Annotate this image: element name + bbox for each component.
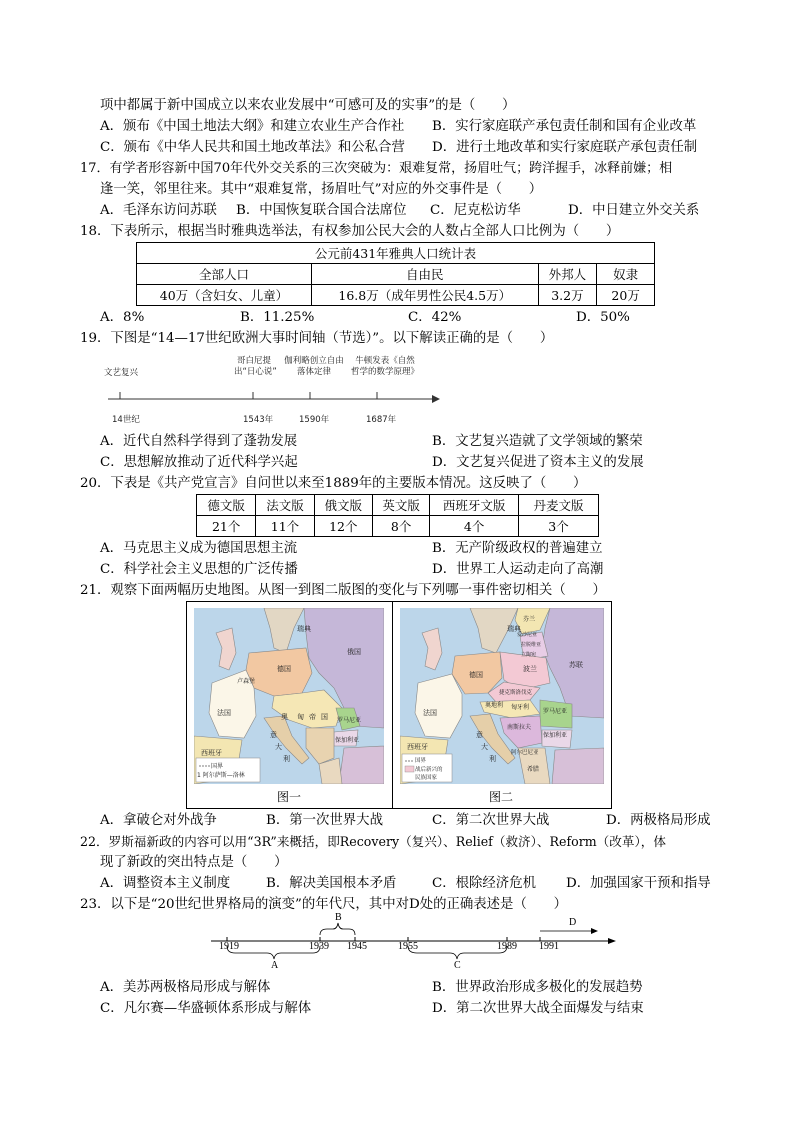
- q22-option-b[interactable]: B．解决美国根本矛盾: [266, 876, 397, 891]
- q18-option-b[interactable]: B．11.25%: [240, 310, 315, 325]
- q17-option-c[interactable]: C．尼克松访华: [430, 203, 521, 218]
- map-legend-item: 国界: [211, 763, 224, 770]
- map-label: 利: [283, 755, 290, 763]
- map-label: 法国: [423, 709, 437, 717]
- map-label: 德国: [277, 665, 291, 673]
- timeline-year: 14世纪: [112, 415, 140, 425]
- timeline-event-newton: 牛顿发表《自然 哲学的数学原理》: [350, 356, 419, 377]
- table-header: 外邦人: [538, 264, 597, 285]
- map-label: 匈牙利: [511, 704, 530, 711]
- timeline-year: 1543年: [243, 415, 274, 425]
- q23-option-a[interactable]: A．美苏两极格局形成与解体: [100, 980, 271, 995]
- ruler-segment-d: D: [569, 917, 577, 928]
- q17-option-d[interactable]: D．中日建立外交关系: [568, 203, 700, 218]
- map-label: 阿尔巴尼亚: [511, 750, 539, 756]
- map-label: 捷克斯洛伐克: [499, 690, 533, 696]
- table-title: 公元前431年雅典人口统计表: [137, 243, 655, 264]
- q19-option-a[interactable]: A．近代自然科学得到了蓬勃发展: [100, 434, 298, 449]
- map-label: 苏联: [569, 661, 583, 669]
- map-label: 大: [275, 743, 282, 751]
- map-label: 西班牙: [201, 749, 222, 757]
- timeline-event-galileo: 伽利略创立自由 落体定律: [284, 356, 344, 377]
- table-cell: 20万: [597, 285, 655, 306]
- map-label: 罗马尼亚: [337, 717, 362, 724]
- q23-option-c[interactable]: C．凡尔赛—华盛顿体系形成与解体: [100, 1001, 312, 1016]
- map-legend-item: 国界: [415, 758, 427, 764]
- table-header: 西班牙文版: [430, 495, 519, 516]
- q16-stem: 项中都属于新中国成立以来农业发展中“可感可及的实事”的是（ ）: [100, 98, 516, 113]
- map-one-caption: 图一: [277, 790, 302, 804]
- q18-stem: 18．下表所示，根据当时雅典选举法，有权参加公民大会的人数占全部人口比例为（ ）: [80, 224, 620, 239]
- map-label: 保加利亚: [335, 737, 360, 744]
- table-cell: 40万（含妇女、儿童）: [137, 285, 312, 306]
- q21-option-d[interactable]: D．两极格局形成: [606, 813, 711, 828]
- map-label: 瑞典: [507, 625, 521, 633]
- table-cell: 16.8万（成年男性公民4.5万）: [311, 285, 538, 306]
- q18-option-d[interactable]: D．50%: [576, 310, 630, 325]
- ruler-year: 1945: [347, 941, 367, 952]
- table-cell: 4个: [430, 516, 519, 537]
- map-label: 芬兰: [523, 616, 536, 623]
- map-label: 帝: [309, 713, 316, 721]
- table-header: 俄文版: [314, 495, 372, 516]
- q19-option-d[interactable]: D．文艺复兴促进了资本主义的发展: [432, 455, 644, 470]
- timeline-year: 1687年: [366, 415, 397, 425]
- q22-option-a[interactable]: A．调整资本主义制度: [100, 876, 231, 891]
- q21-stem: 21．观察下面两幅历史地图。从图一到图二版图的变化与下列哪一事件密切相关（ ）: [80, 583, 606, 598]
- manifesto-editions-table: [196, 494, 599, 537]
- map-legend-item: 民族国家: [415, 775, 438, 781]
- map-two-caption: 图二: [489, 790, 514, 804]
- timeline-event-renaissance: 文艺复兴: [104, 368, 139, 378]
- ruler-year: 1955: [398, 941, 418, 952]
- q19-option-c[interactable]: C．思想解放推动了近代科学兴起: [100, 455, 298, 470]
- q17-stem-line2: 逢一笑，邻里往来。其中“艰难复常，扬眉吐气”对应的外交事件是（ ）: [100, 182, 543, 197]
- q23-option-b[interactable]: B．世界政治形成多极化的发展趋势: [432, 980, 643, 995]
- map-two-frame: [392, 601, 612, 809]
- q23-stem: 23．以下是“20世纪世界格局的演变”的年代尺，其中对D处的正确表述是（ ）: [80, 897, 568, 912]
- q23-option-d[interactable]: D．第二次世界大战全面爆发与结束: [432, 1001, 644, 1016]
- map-label: 匈: [297, 713, 304, 721]
- table-header: 自由民: [311, 264, 538, 285]
- table-cell: 3个: [519, 516, 599, 537]
- q19-stem: 19．下图是“14—17世纪欧洲大事时间轴（节选）”。以下解读正确的是（ ）: [80, 331, 554, 346]
- q22-stem-line1: 22．罗斯福新政的内容可以用“3R”来概括，即Recovery（复兴）、Relief（救济）、Reform（改革），体: [80, 834, 666, 849]
- map-legend-item: 战后新兴的: [415, 767, 443, 773]
- table-header: 丹麦文版: [519, 495, 599, 516]
- q16-option-b[interactable]: B．实行家庭联产承包责任制和国有企业改革: [432, 119, 697, 134]
- q16-option-a[interactable]: A．颁布《中国土地法大纲》和建立农业生产合作社: [100, 119, 405, 134]
- q21-option-b[interactable]: B．第一次世界大战: [266, 813, 383, 828]
- q22-option-c[interactable]: C．根除经济危机: [432, 876, 536, 891]
- q22-option-d[interactable]: D．加强国家干预和指导: [566, 876, 711, 891]
- ruler-year: 1989: [497, 941, 517, 952]
- q21-option-a[interactable]: A．拿破仑对外战争: [100, 813, 217, 828]
- timeline-event-copernicus: 哥白尼提 出“日心说”: [234, 356, 277, 377]
- q20-option-d[interactable]: D．世界工人运动走向了高潮: [432, 562, 604, 577]
- table-header: 奴隶: [597, 264, 655, 285]
- athens-population-table: [136, 242, 655, 306]
- ruler-year: 1919: [219, 941, 239, 952]
- map-label: 卢森堡: [237, 678, 256, 685]
- table-cell: 3.2万: [538, 285, 597, 306]
- ruler-year: 1939: [309, 941, 329, 952]
- q18-option-a[interactable]: A．8%: [100, 310, 145, 325]
- map-label: 波兰: [523, 665, 537, 673]
- table-cell: 21个: [197, 516, 256, 537]
- ruler-segment-b: B: [335, 912, 342, 923]
- ruler-segment-a: A: [271, 960, 279, 971]
- map-label: 意: [270, 731, 277, 739]
- map-label: 德国: [469, 671, 483, 679]
- europe-timeline: [100, 352, 445, 432]
- table-header: 德文版: [197, 495, 256, 516]
- q16-option-d[interactable]: D．进行土地改革和实行家庭联产承包责任制: [432, 140, 698, 155]
- table-header: 全部人口: [137, 264, 312, 285]
- map-label: 希腊: [527, 766, 540, 773]
- table-header: 英文版: [372, 495, 429, 516]
- q21-option-c[interactable]: C．第二次世界大战: [432, 813, 550, 828]
- map-label: 大: [481, 743, 488, 751]
- map-label: 保加利亚: [543, 732, 568, 739]
- q18-option-c[interactable]: C．42%: [408, 310, 462, 325]
- map-label: 利: [489, 755, 496, 763]
- map-label: 爱沙尼亚: [517, 632, 538, 638]
- world-order-ruler: [205, 913, 625, 975]
- map-label: 国: [321, 713, 328, 721]
- map-label: 奥地利: [485, 702, 504, 709]
- map-label: 罗马尼亚: [543, 708, 568, 715]
- map-label: 立陶宛: [521, 652, 537, 658]
- q19-option-b[interactable]: B．文艺复兴造就了文学领域的繁荣: [432, 434, 643, 449]
- map-label: 西班牙: [407, 743, 428, 751]
- map-label: 拉脱维亚: [521, 642, 542, 648]
- ruler-segment-c: C: [454, 960, 461, 971]
- map-label: 南斯拉夫: [507, 724, 532, 731]
- map-label: 俄国: [347, 648, 361, 656]
- map-label: 意: [476, 731, 483, 739]
- q17-stem-line1: 17．有学者形容新中国70年代外交关系的三次突破为：艰难复常，扬眉吐气；跨洋握手，冰释前嫌；相: [80, 161, 673, 176]
- map-legend-item: 1 阿尔萨斯—洛林: [197, 772, 245, 779]
- q16-option-c[interactable]: C．颁布《中华人民共和国土地改革法》和公私合营: [100, 140, 405, 155]
- table-cell: 8个: [372, 516, 429, 537]
- q20-stem: 20．下表是《共产党宣言》自问世以来至1889年的主要版本情况。这反映了（ ）: [80, 476, 587, 491]
- table-cell: 11个: [256, 516, 314, 537]
- ruler-year: 1991: [539, 941, 559, 952]
- table-cell: 12个: [314, 516, 372, 537]
- q22-stem-line2: 现了新政的突出特点是（ ）: [100, 855, 288, 870]
- map-label: 瑞典: [297, 625, 311, 633]
- table-header: 法文版: [256, 495, 314, 516]
- map-one-frame: [186, 601, 393, 809]
- q20-option-a[interactable]: A．马克思主义成为德国思想主流: [100, 541, 298, 556]
- q20-option-b[interactable]: B．无产阶级政权的普遍建立: [432, 541, 603, 556]
- map-label: 奥: [281, 713, 288, 721]
- timeline-year: 1590年: [299, 415, 330, 425]
- map-label: 法国: [217, 709, 231, 717]
- q17-option-a[interactable]: A．毛泽东访问苏联: [100, 203, 217, 218]
- q17-option-b[interactable]: B．中国恢复联合国合法席位: [236, 203, 407, 218]
- q20-option-c[interactable]: C．科学社会主义思想的广泛传播: [100, 562, 298, 577]
